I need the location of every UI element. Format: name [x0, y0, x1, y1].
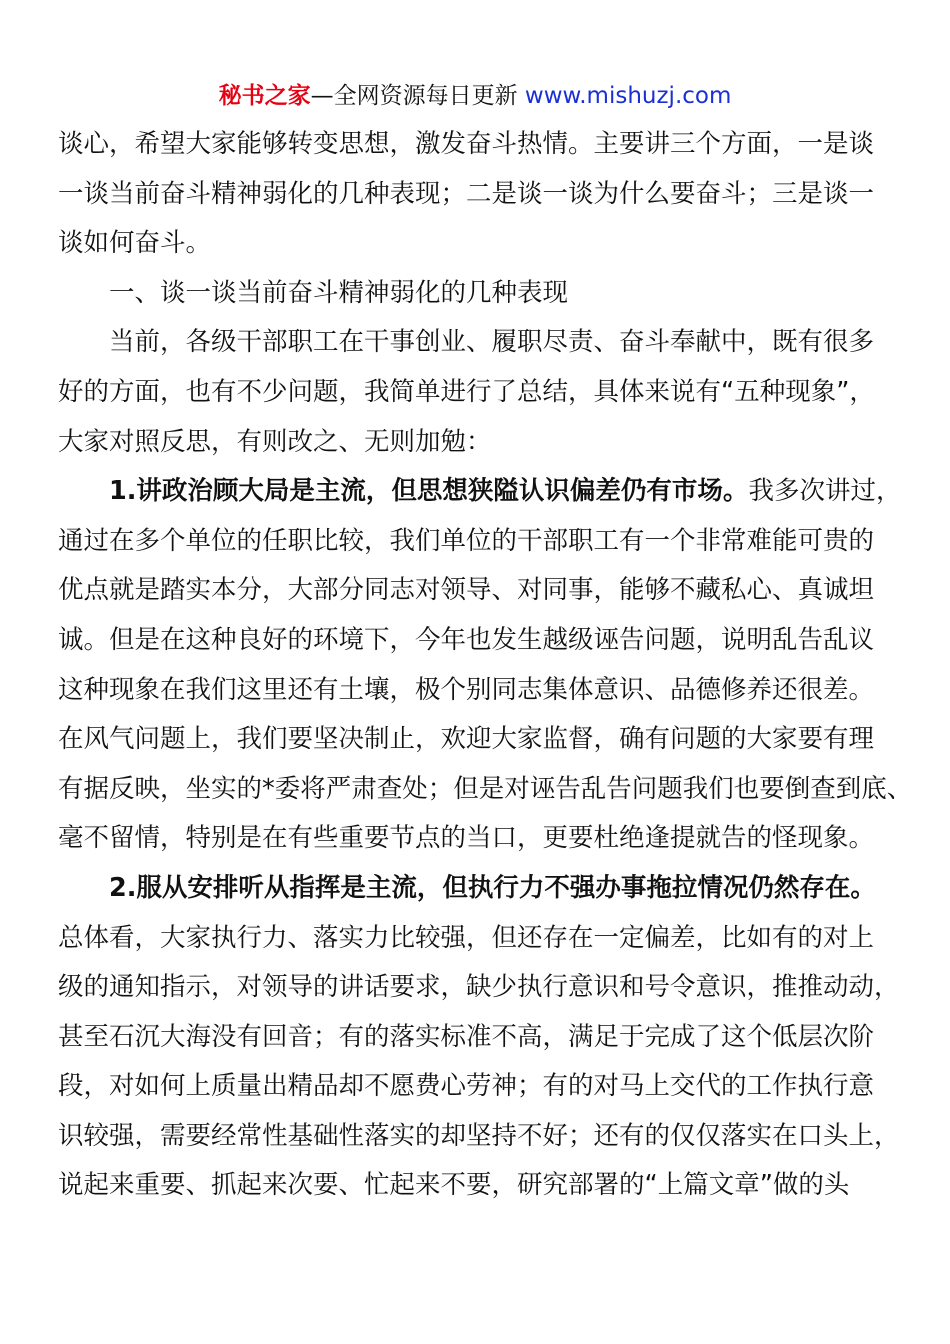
- point-heading: 2.服从安排听从指挥是主流，但执行力不强办事拖拉情况仍然存在。: [109, 872, 876, 903]
- text-line: 1.讲政治顾大局是主流，但思想狭隘认识偏差仍有市场。我多次讲过，: [109, 476, 902, 507]
- text-line: 识较强，需要经常性基础性落实的却坚持不好；还有的仅仅落实在口头上，: [58, 1120, 900, 1151]
- section-heading: 一、谈一谈当前奋斗精神弱化的几种表现: [109, 277, 569, 308]
- text-line: 当前，各级干部职工在干事创业、履职尽责、奋斗奉献中，既有很多: [109, 327, 875, 358]
- header-tagline: —全网资源每日更新: [310, 83, 525, 109]
- text-line: 大家对照反思，有则改之、无则加勉：: [58, 426, 492, 457]
- text-line: 一谈当前奋斗精神弱化的几种表现；二是谈一谈为什么要奋斗；三是谈一: [58, 178, 875, 209]
- text-line: 毫不留情，特别是在有些重要节点的当口，更要杜绝逢提就告的怪现象。: [58, 823, 875, 854]
- text-line: 这种现象在我们这里还有土壤，极个别同志集体意识、品德修养还很差。: [58, 674, 875, 705]
- text-line: 段，对如何上质量出精品却不愿费心劳神；有的对马上交代的工作执行意: [58, 1071, 875, 1102]
- text-line: 总体看，大家执行力、落实力比较强，但还存在一定偏差，比如有的对上: [58, 922, 875, 953]
- text-line: 甚至石沉大海没有回音；有的落实标准不高，满足于完成了这个低层次阶: [58, 1021, 875, 1052]
- brand-name: 秘书之家: [218, 83, 311, 109]
- site-url[interactable]: www.mishuzj.com: [524, 83, 732, 109]
- text-line: 谈如何奋斗。: [58, 228, 212, 259]
- text-line: 优点就是踏实本分，大部分同志对领导、对同事，能够不藏私心、真诚坦: [58, 575, 875, 606]
- text-line: 有据反映，坐实的*委将严肃查处；但是对诬告乱告问题我们也要倒查到底、: [58, 773, 913, 804]
- text-line: [58, 864, 898, 914]
- document-body: [58, 120, 913, 1211]
- text-line: 在风气问题上，我们要坚决制止，欢迎大家监督，确有问题的大家要有理: [58, 724, 875, 755]
- point-heading: 1.讲政治顾大局是主流，但思想狭隘认识偏差仍有市场。: [109, 476, 749, 507]
- page-header: [0, 80, 950, 112]
- text-line: 说起来重要、抓起来次要、忙起来不要，研究部署的“上篇文章”做的头: [58, 1170, 850, 1201]
- text-line: 好的方面，也有不少问题，我简单进行了总结，具体来说有“五种现象”，: [58, 376, 875, 407]
- text-line: 通过在多个单位的任职比较，我们单位的干部职工有一个非常难能可贵的: [58, 525, 875, 556]
- text-line: 诚。但是在这种良好的环境下，今年也发生越级诬告问题，说明乱告乱议: [58, 624, 875, 655]
- text-line: 级的通知指示，对领导的讲话要求，缺少执行意识和号令意识，推推动动，: [58, 972, 900, 1003]
- text-line: 谈心，希望大家能够转变思想，激发奋斗热情。主要讲三个方面，一是谈: [58, 129, 875, 159]
